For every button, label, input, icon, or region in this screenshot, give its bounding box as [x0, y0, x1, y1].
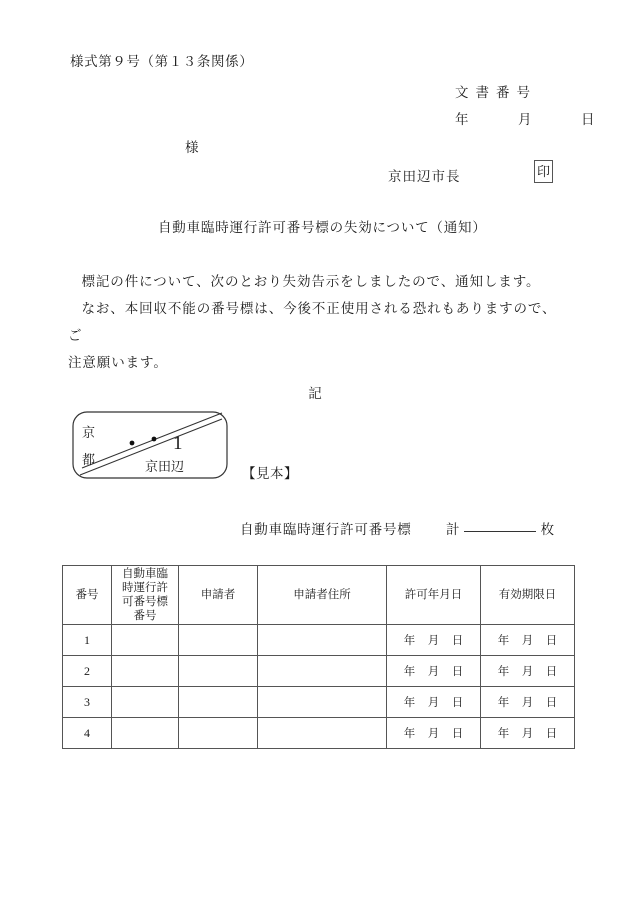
plate-city-name: 京田辺 [145, 459, 185, 474]
table-head [63, 566, 575, 625]
cell-number: 1 [63, 625, 112, 656]
date-part: 年 [403, 635, 416, 647]
date-part: 日 [545, 666, 558, 678]
plate-header-line-1: 自動車臨 [122, 568, 168, 580]
cell-plate-number[interactable] [112, 656, 179, 687]
cell-plate-number[interactable] [112, 718, 179, 749]
cell-number: 2 [63, 656, 112, 687]
date-part: 年 [403, 697, 416, 709]
date-part: 日 [451, 697, 464, 709]
page-title: 自動車臨時運行許可番号標の失効について（通知） [158, 220, 487, 235]
date-part: 年 [497, 635, 510, 647]
cell-applicant-address[interactable] [258, 656, 387, 687]
table-row [63, 656, 575, 687]
date-part: 日 [545, 697, 558, 709]
cell-permit-date[interactable] [387, 718, 481, 749]
table-row [63, 687, 575, 718]
count-total-label: 計 [445, 522, 461, 537]
cell-permit-date[interactable] [387, 625, 481, 656]
plate-dot-2 [152, 437, 157, 442]
ki-marker: 記 [308, 386, 322, 401]
count-line-prefix: 自動車臨時運行許可番号標 [240, 522, 412, 537]
date-part: 月 [521, 697, 534, 709]
plate-header-line-3: 可番号標 [122, 596, 168, 608]
date-part: 年 [497, 666, 510, 678]
issuer-name: 京田辺市長 [388, 169, 461, 184]
cell-permit-date[interactable] [387, 656, 481, 687]
cell-permit-date[interactable] [387, 687, 481, 718]
date-part: 月 [521, 666, 534, 678]
plate-number: 1 [173, 433, 183, 454]
cell-applicant-address[interactable] [258, 625, 387, 656]
cell-plate-number[interactable] [112, 625, 179, 656]
form-number: 様式第９号（第１３条関係） [70, 54, 254, 69]
column-header-applicant-address: 申請者住所 [258, 566, 387, 625]
date-part: 日 [451, 666, 464, 678]
column-header-expiry-date: 有効期限日 [481, 566, 575, 625]
date-part: 月 [521, 728, 534, 740]
date-part: 日 [451, 635, 464, 647]
date-part: 年 [403, 728, 416, 740]
date-part: 年 [497, 697, 510, 709]
plate-header-line-4: 番号 [133, 610, 157, 622]
date-part: 年 [497, 728, 510, 740]
cell-expiry-date[interactable] [481, 687, 575, 718]
date-part: 月 [427, 728, 440, 740]
column-header-number: 番号 [63, 566, 112, 625]
cell-number: 3 [63, 687, 112, 718]
table-header-row [63, 566, 575, 625]
cell-applicant[interactable] [179, 687, 258, 718]
column-header-applicant: 申請者 [179, 566, 258, 625]
plate-header-line-2: 時運行許 [122, 582, 168, 594]
cell-applicant-address[interactable] [258, 718, 387, 749]
sample-label: 【見本】 [242, 466, 298, 481]
plate-table [62, 565, 575, 749]
cell-expiry-date[interactable] [481, 656, 575, 687]
plate-count-line [240, 518, 555, 538]
date-part: 日 [545, 635, 558, 647]
plate-table-wrapper [62, 565, 568, 749]
cell-plate-number[interactable] [112, 687, 179, 718]
count-unit-label: 枚 [540, 522, 555, 537]
table-body [63, 625, 575, 749]
cell-expiry-date[interactable] [481, 718, 575, 749]
date-part: 月 [427, 635, 440, 647]
body-paragraph-1: 標記の件について、次のとおり失効告示をしましたので、通知します。 [81, 274, 541, 289]
license-plate-illustration [72, 411, 228, 479]
column-header-permit-date: 許可年月日 [387, 566, 481, 625]
date-part: 日 [545, 728, 558, 740]
date-part: 月 [521, 635, 534, 647]
cell-applicant-address[interactable] [258, 687, 387, 718]
cell-applicant[interactable] [179, 625, 258, 656]
document-number-label: 文書番号 [455, 85, 537, 100]
date-part: 月 [427, 697, 440, 709]
cell-number: 4 [63, 718, 112, 749]
date-part: 月 [427, 666, 440, 678]
addressee-honorific: 様 [185, 140, 199, 155]
body-paragraph-3: 注意願います。 [68, 355, 168, 370]
body-text [68, 268, 568, 376]
date-part: 日 [451, 728, 464, 740]
plate-dot-1 [130, 441, 135, 446]
seal-box: 印 [534, 160, 553, 183]
column-header-plate-number [112, 566, 179, 625]
count-value-blank[interactable] [464, 531, 536, 532]
table-row [63, 625, 575, 656]
table-row [63, 718, 575, 749]
cell-expiry-date[interactable] [481, 625, 575, 656]
plate-prefecture-line1: 京 [82, 425, 96, 440]
plate-prefecture-line2: 都 [82, 452, 96, 467]
date-part: 年 [403, 666, 416, 678]
document-date-label: 年 月 日 [455, 112, 613, 127]
body-paragraph-2: なお、本回収不能の番号標は、今後不正使用される恐れもありますので、ご [68, 301, 557, 343]
cell-applicant[interactable] [179, 656, 258, 687]
cell-applicant[interactable] [179, 718, 258, 749]
